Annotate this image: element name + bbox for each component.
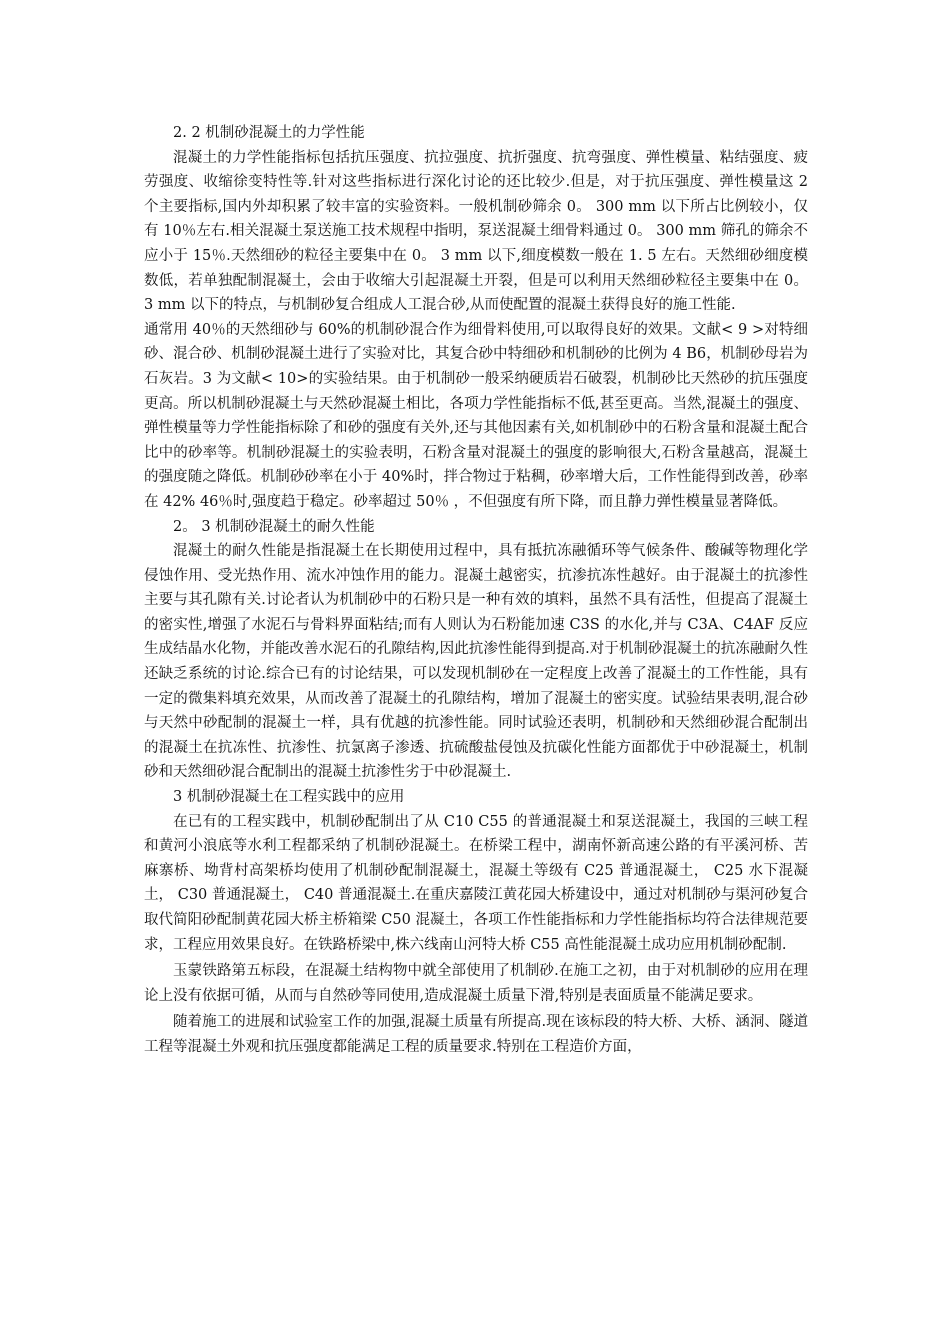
section-heading-2-2: 2. 2 机制砂混凝土的力学性能 xyxy=(173,125,365,141)
document-page xyxy=(144,121,808,1060)
paragraph-yumeng-railway: 玉蒙铁路第五标段，在混凝土结构物中就全部使用了机制砂.在施工之初，由于对机制砂的应用在理论上没有依据可循，从而与自然砂等同使用,造成混凝土质量下滑,特别是表面质量不能满足要求。 xyxy=(144,963,808,1004)
paragraph-engineering-practice: 在已有的工程实践中，机制砂配制出了从 C10 C55 的普通混凝土和泵送混凝土，我国的三峡工程和黄河小浪底等水利工程都采纳了机制砂混凝土。在桥梁工程中，湖南怀新高速公路的有平溪河桥、苦麻寨桥、坳背村高架桥均使用了机制砂配制混凝土，混凝土等级有 C25 普通混凝土， C25 水下混凝土， C30 普通混凝土， C40 普通混凝土.在重庆嘉陵江黄花园大桥建设中，通过对机制砂与渠河砂复合取代简阳砂配制黄花园大桥主桥箱梁 C50 混凝土，各项工作性能指标和力学性能指标均符合法律规范要求，工程应用效果良好。在铁路桥梁中,株六线南山河特大桥 C55 高性能混凝土成功应用机制砂配制. xyxy=(144,813,808,953)
paragraph-quality-improvement: 随着施工的进展和试验室工作的加强,混凝土质量有所提高.现在该标段的特大桥、大桥、涵洞、隧道工程等混凝土外观和抗压强度都能满足工程的质量要求.特别在工程造价方面， xyxy=(144,1014,808,1055)
section-heading-3: 3 机制砂混凝土在工程实践中的应用 xyxy=(173,789,405,806)
paragraph-mixed-sand-results: 通常用 40％的天然细砂与 60%的机制砂混合作为细骨料使用,可以取得良好的效果。文献< 9 >对特细砂、混合砂、机制砂混凝土进行了实验对比，其复合砂中特细砂和机制砂的比例为 4 B6，机制砂母岩为石灰岩。3 为文献< 10>的实验结果。由于机制砂一般采纳硬质岩石破裂，机制砂比天然砂的抗压强度更高。所以机制砂混凝土与天然砂混凝土相比，各项力学性能指标不低,甚至更高。当然,混凝土的强度、弹性模量等力学性能指标除了和砂的强度有关外,还与其他因素有关,如机制砂中的石粉含量和混凝土配合比中的砂率等。机制砂混凝土的实验表明，石粉含量对混凝土的强度的影响很大,石粉含量越高，混凝土的强度随之降低。机制砂砂率在小于 40%时，拌合物过于粘稠，砂率增大后，工作性能得到改善，砂率在 42% 46％时,强度趋于稳定。砂率超过 50％ ，不但强度有所下降，而且静力弹性模量显著降低。 xyxy=(144,321,808,510)
paragraph-mechanical-properties: 混凝土的力学性能指标包括抗压强度、抗拉强度、抗折强度、抗弯强度、弹性模量、粘结强度、疲劳强度、收缩徐变特性等.针对这些指标进行深化讨论的还比较少.但是，对于抗压强度、弹性模量这 2 个主要指标,国内外却积累了较丰富的实验资料。一般机制砂筛余 0。 300 mm 以下所占比例较小，仅有 10％左右.相关混凝土泵送施工技术规程中指明，泵送混凝土细骨料通过 0。 300 mm 筛孔的筛余不应小于 15％.天然细砂的粒径主要集中在 0。 3 mm 以下,细度模数一般在 1. 5 左右。天然细砂细度模数低，若单独配制混凝土，会由于收缩大引起混凝土开裂，但是可以利用天然细砂粒径主要集中在 0。 3 mm 以下的特点，与机制砂复合组成人工混合砂,从而使配置的混凝土获得良好的施工性能. xyxy=(144,149,808,314)
paragraph-durability: 混凝土的耐久性能是指混凝土在长期使用过程中，具有抵抗冻融循环等气候条件、酸碱等物理化学侵蚀作用、受光热作用、流水冲蚀作用的能力。混凝土越密实，抗渗抗冻性越好。由于混凝土的抗渗性主要与其孔隙有关.讨论者认为机制砂中的石粉只是一种有效的填料，虽然不具有活性，但提高了混凝土的密实性,增强了水泥石与骨料界面粘结;而有人则认为石粉能加速 C3S 的水化,并与 C3A、C4AF 反应生成结晶水化物，并能改善水泥石的孔隙结构,因此抗渗性能得到提高.对于机制砂混凝土的抗冻融耐久性还缺乏系统的讨论.综合已有的讨论结果，可以发现机制砂在一定程度上改善了混凝土的工作性能，具有一定的微集料填充效果，从而改善了混凝土的孔隙结构，增加了混凝土的密实度。试验结果表明,混合砂与天然中砂配制的混凝土一样，具有优越的抗渗性能。同时试验还表明，机制砂和天然细砂混合配制出的混凝土在抗冻性、抗渗性、抗氯离子渗透、抗硫酸盐侵蚀及抗碳化性能方面都优于中砂混凝土，机制砂和天然细砂混合配制出的混凝土抗渗性劣于中砂混凝土. xyxy=(144,543,808,781)
section-heading-2-3: 2。 3 机制砂混凝土的耐久性能 xyxy=(173,518,375,535)
